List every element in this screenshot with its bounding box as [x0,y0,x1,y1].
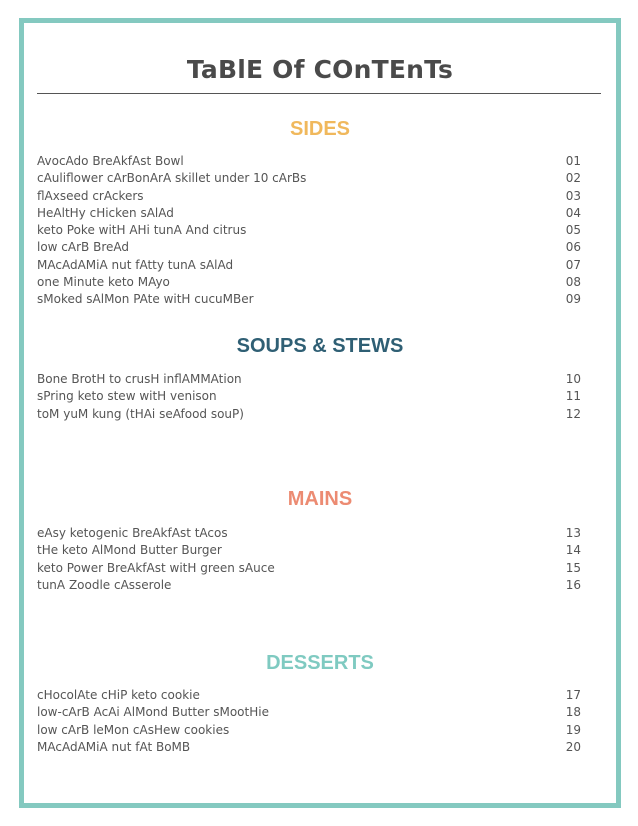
entry-page: 14 [565,543,581,558]
page-frame [19,18,621,808]
toc-entry[interactable] [37,577,581,594]
toc-entry[interactable] [37,222,581,239]
toc-entry[interactable] [37,257,581,274]
entry-title: cHocolAte cHiP keto cookie [37,688,200,702]
entry-page: 01 [565,154,581,168]
entry-title: tHe keto AlMond Butter Burger [37,543,222,558]
entry-title: toM yuM kung (tHAi seAfood souP) [37,406,244,421]
entry-title: sMoked sAlMon PAte witH cucuMBer [37,292,254,307]
toc-entry[interactable] [37,406,581,423]
entry-title: AvocAdo BreAkfAst Bowl [37,154,184,168]
section-list-desserts [37,687,581,756]
section-heading-mains: MAINS [287,488,353,510]
entry-page: 04 [565,205,581,220]
entry-page: 15 [565,560,581,575]
toc-entry[interactable] [37,704,581,721]
entry-page: 19 [565,722,581,737]
entry-page: 20 [565,739,581,754]
toc-entry[interactable] [37,687,581,704]
toc-entry[interactable] [37,542,581,559]
toc-entry[interactable] [37,153,581,170]
entry-title: cAuliflower cArBonArA skillet under 10 cArBs [37,171,307,186]
entry-title: keto Poke witH AHi tunA And citrus [37,223,247,238]
entry-page: 06 [565,240,581,255]
entry-title: low-cArB AcAi AlMond Butter sMootHie [37,705,269,720]
section-heading-desserts: DESSERTS [266,652,374,674]
toc-entry[interactable] [37,371,581,388]
section-list-soups-stews [37,371,581,423]
entry-title: MAcAdAMiA nut fAt BoMB [37,739,191,754]
section-heading-soups-stews: SOUPS & STEWS [236,335,404,357]
toc-entry[interactable] [37,205,581,222]
entry-page: 11 [565,389,581,404]
toc-entry[interactable] [37,388,581,405]
toc-entry[interactable] [37,170,581,187]
entry-title: sPring keto stew witH venison [37,389,217,404]
toc-entry[interactable] [37,739,581,756]
entry-title: HeAltHy cHicken sAlAd [37,205,174,220]
entry-title: eAsy ketogenic BreAkfAst tAcos [37,526,228,540]
entry-title: tunA Zoodle cAsserole [37,577,172,592]
entry-title: low cArB BreAd [37,240,129,255]
entry-page: 18 [565,705,581,720]
title-divider [37,93,601,94]
entry-page: 12 [565,406,581,421]
entry-title: keto Power BreAkfAst witH green sAuce [37,560,275,575]
section-list-mains [37,525,581,594]
toc-entry[interactable] [37,239,581,256]
entry-page: 16 [565,577,581,592]
entry-page: 13 [565,526,581,540]
entry-page: 08 [565,275,581,290]
entry-page: 03 [565,188,581,203]
toc-entry[interactable] [37,188,581,205]
entry-page: 02 [565,171,581,186]
entry-title: MAcAdAMiA nut fAtty tunA sAlAd [37,257,234,272]
toc-entry[interactable] [37,291,581,308]
section-heading-sides: SIDES [289,118,351,140]
entry-title: flAxseed crAckers [37,188,144,203]
toc-entry[interactable] [37,560,581,577]
section-list-sides [37,153,581,309]
toc-entry[interactable] [37,274,581,291]
entry-title: one Minute keto MAyo [37,275,170,290]
toc-entry[interactable] [37,525,581,542]
page-title: TaBlE Of COnTEnTs [186,55,454,84]
entry-page: 05 [565,223,581,238]
entry-title: Bone BrotH to crusH inflAMMAtion [37,372,242,386]
entry-page: 17 [565,688,581,702]
entry-page: 09 [565,292,581,307]
entry-page: 07 [565,257,581,272]
toc-entry[interactable] [37,722,581,739]
entry-page: 10 [565,372,581,386]
entry-title: low cArB leMon cAsHew cookies [37,722,230,737]
